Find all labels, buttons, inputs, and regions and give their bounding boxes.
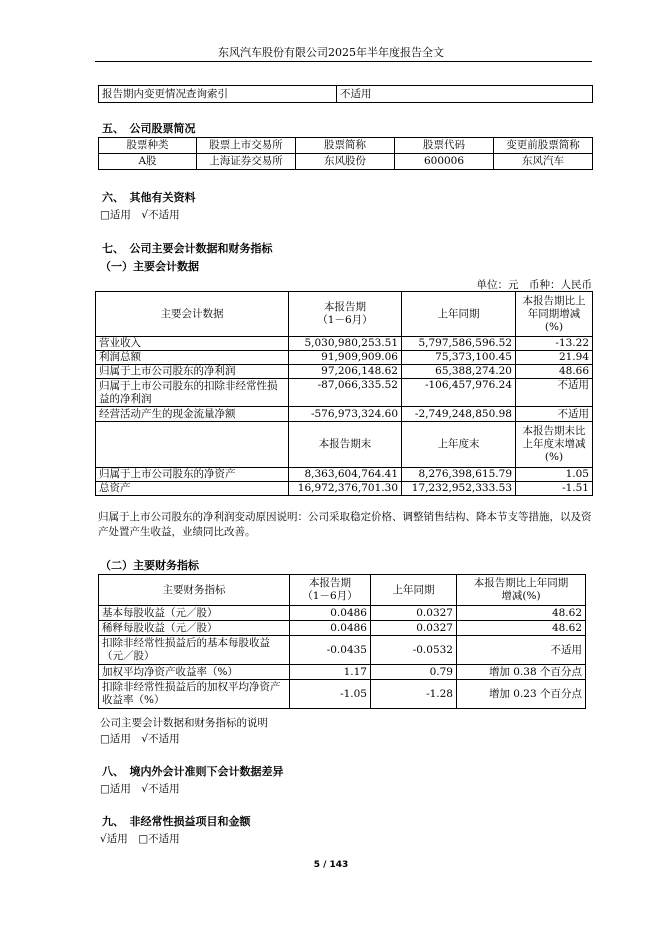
section9-title: 九、 非经常性损益项目和金额 [102, 815, 251, 828]
fin-cur: 0.0486 [290, 606, 371, 621]
stock-cell: 600006 [395, 154, 494, 170]
stock-table [98, 137, 593, 170]
section8-check: □适用 √不适用 [100, 783, 180, 795]
acct-prev: -2,749,248,850.98 [402, 407, 516, 422]
fin-label: 扣除非经常性损益后的基本每股收益（元／股） [99, 636, 290, 665]
acct-chg: 不适用 [516, 407, 593, 422]
explain-label: 公司主要会计数据和财务指标的说明 [100, 717, 268, 729]
fin-chg: 48.62 [457, 606, 586, 621]
acct-cur: 16,972,376,701.30 [289, 482, 402, 496]
fin-label: 稀释每股收益（元／股） [99, 621, 290, 636]
page-number: 5 / 143 [313, 860, 349, 870]
stock-cell: 东风股份 [296, 154, 395, 170]
acct-header-blank [96, 422, 289, 468]
acct-label: 总资产 [96, 482, 289, 496]
acct-label: 利润总额 [96, 351, 289, 365]
stock-header: 股票种类 [99, 138, 197, 154]
acct-prev: 65,388,274.20 [402, 365, 516, 379]
section6-title: 六、 其他有关资料 [102, 191, 196, 204]
stock-cell: 上海证券交易所 [197, 154, 296, 170]
fin-chg: 增加 0.38 个百分点 [457, 665, 586, 680]
acct-chg: 21.94 [516, 351, 593, 365]
acct-cur: 8,363,604,764.41 [289, 468, 402, 482]
section8-title: 八、 境内外会计准则下会计数据差异 [102, 765, 284, 778]
acct-label: 营业收入 [96, 337, 289, 351]
acct-header: 主要会计数据 [96, 292, 289, 337]
fin-cur: -1.05 [290, 680, 371, 709]
fin-header: 本报告期比上年同期 增减(%) [457, 575, 586, 606]
stock-header: 股票代码 [395, 138, 494, 154]
fin-header: 本报告期 （1－6月） [290, 575, 371, 606]
fin-header: 上年同期 [371, 575, 457, 606]
net-profit-note: 归属于上市公司股东的净利润变动原因说明：公司采取稳定价格、调整销售结构、降本节支等措施，以及资产处置产生收益，业绩同比改善。 [98, 511, 592, 538]
acct-prev: 8,276,398,615.79 [402, 468, 516, 482]
acct-prev: -106,457,976.24 [402, 379, 516, 407]
fin-chg: 48.62 [457, 621, 586, 636]
acct-chg: 48.66 [516, 365, 593, 379]
sub2-title: （二）主要财务指标 [100, 559, 199, 572]
acct-cur: 91,909,909.06 [289, 351, 402, 365]
acct-header: 本报告期 （1－6月） [289, 292, 402, 337]
acct-header: 上年同期 [402, 292, 516, 337]
acct-cur: -576,973,324.60 [289, 407, 402, 422]
stock-header: 股票简称 [296, 138, 395, 154]
fin-cur: -0.0435 [290, 636, 371, 665]
fin-prev: -0.0532 [371, 636, 457, 665]
acct-cur: -87,066,335.52 [289, 379, 402, 407]
fin-cur: 1.17 [290, 665, 371, 680]
acct-chg: -1.51 [516, 482, 593, 496]
acct-header: 本报告期比上年同期增减 (%) [516, 292, 593, 337]
acct-prev: 75,373,100.45 [402, 351, 516, 365]
section7-title: 七、 公司主要会计数据和财务指标 [102, 242, 273, 255]
accounting-data-table [95, 291, 593, 496]
sub1-title: （一）主要会计数据 [100, 260, 199, 273]
section5-title: 五、 公司股票简况 [102, 122, 196, 135]
acct-label: 经营活动产生的现金流量净额 [96, 407, 289, 422]
fin-label: 扣除非经常性损益后的加权平均净资产收益率（%） [99, 680, 290, 709]
acct-header: 本报告期末比上年度末增减 (%) [516, 422, 593, 468]
fin-prev: 0.0327 [371, 621, 457, 636]
acct-cur: 5,030,980,253.51 [289, 337, 402, 351]
explain-check: □适用 √不适用 [100, 733, 180, 745]
fin-chg: 不适用 [457, 636, 586, 665]
stock-header: 变更前股票简称 [494, 138, 593, 154]
acct-chg: 1.05 [516, 468, 593, 482]
fin-label: 基本每股收益（元／股） [99, 606, 290, 621]
acct-header: 上年度末 [402, 422, 516, 468]
acct-label: 归属于上市公司股东的净资产 [96, 468, 289, 482]
acct-header: 本报告期末 [289, 422, 402, 468]
financial-indicator-table [98, 574, 586, 709]
index-label: 报告期内变更情况查询索引 [99, 86, 337, 103]
acct-prev: 5,797,586,596.52 [402, 337, 516, 351]
acct-cur: 97,206,148.62 [289, 365, 402, 379]
fin-cur: 0.0486 [290, 621, 371, 636]
fin-label: 加权平均净资产收益率（%） [99, 665, 290, 680]
fin-prev: 0.79 [371, 665, 457, 680]
section9-check: √适用 □不适用 [100, 833, 180, 845]
section6-check: □适用 √不适用 [100, 209, 180, 221]
unit-label: 单位：元 币种：人民币 [476, 279, 592, 291]
stock-header: 股票上市交易所 [197, 138, 296, 154]
index-value: 不适用 [337, 86, 593, 103]
fin-prev: 0.0327 [371, 606, 457, 621]
acct-prev: 17,232,952,333.53 [402, 482, 516, 496]
fin-header: 主要财务指标 [99, 575, 290, 606]
header-rule [95, 61, 592, 62]
acct-label: 归属于上市公司股东的扣除非经常性损益的净利润 [96, 379, 289, 407]
acct-label: 归属于上市公司股东的净利润 [96, 365, 289, 379]
acct-chg: 不适用 [516, 379, 593, 407]
fin-prev: -1.28 [371, 680, 457, 709]
fin-chg: 增加 0.23 个百分点 [457, 680, 586, 709]
acct-chg: -13.22 [516, 337, 593, 351]
stock-cell: 东风汽车 [494, 154, 593, 170]
change-index-table [98, 85, 593, 103]
stock-cell: A股 [99, 154, 197, 170]
page-header: 东风汽车股份有限公司2025年半年度报告全文 [218, 46, 444, 59]
